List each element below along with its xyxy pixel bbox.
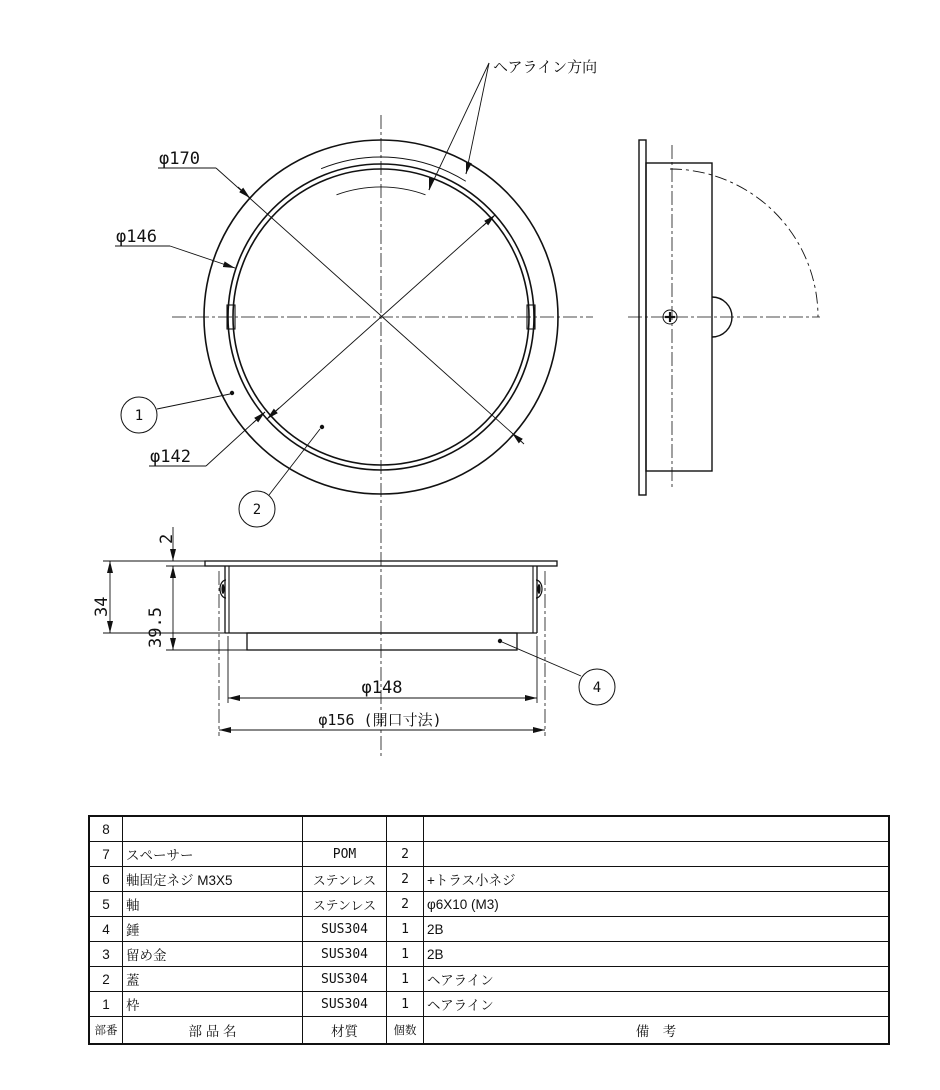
weight-protrusion xyxy=(247,633,517,650)
part-remarks xyxy=(424,816,890,842)
part-name: 留め金 xyxy=(123,942,303,967)
header-part-qty: 個数 xyxy=(387,1017,424,1045)
pivot-pin-left xyxy=(221,584,224,594)
part-material: ステンレス xyxy=(303,892,387,917)
dim-outer-label: φ170 xyxy=(159,149,200,169)
hairline-direction-label: ヘアライン方向 xyxy=(493,59,598,76)
hairline-leader-1 xyxy=(466,63,489,174)
part-no: 3 xyxy=(89,942,123,967)
balloon-frame-dot xyxy=(230,391,234,395)
part-name: 枠 xyxy=(123,992,303,1017)
arrow-outer-se xyxy=(512,433,524,444)
part-material: SUS304 xyxy=(303,967,387,992)
side-view xyxy=(628,140,820,495)
side-flange-plate xyxy=(639,140,646,495)
part-no: 6 xyxy=(89,867,123,892)
part-remarks: ヘアライン xyxy=(424,967,890,992)
table-row xyxy=(89,942,889,967)
part-remarks xyxy=(424,842,890,867)
balloon-weight-dot xyxy=(498,639,502,643)
part-name: 軸 xyxy=(123,892,303,917)
header-part-remarks: 備 考 xyxy=(424,1017,890,1045)
arrow-lid-leader xyxy=(253,412,265,423)
part-qty: 2 xyxy=(387,892,424,917)
table-row xyxy=(89,867,889,892)
table-row xyxy=(89,917,889,942)
balloon-lid-leader xyxy=(269,429,320,495)
part-remarks: φ6X10 (M3) xyxy=(424,892,890,917)
table-row xyxy=(89,992,889,1017)
part-no: 4 xyxy=(89,917,123,942)
part-no: 1 xyxy=(89,992,123,1017)
part-remarks: 2B xyxy=(424,917,890,942)
part-qty: 1 xyxy=(387,992,424,1017)
part-remarks: 2B xyxy=(424,942,890,967)
pivot-pin-right xyxy=(537,584,540,594)
parts-table xyxy=(88,815,890,1045)
dim-opening-label: φ146 xyxy=(116,227,157,247)
table-row xyxy=(89,842,889,867)
balloon-weight-leader xyxy=(502,642,581,676)
balloon-weight-number: 4 xyxy=(592,680,602,696)
header-part-no: 部番 xyxy=(89,1017,123,1045)
part-name: 軸固定ネジ M3X5 xyxy=(123,867,303,892)
balloon-lid-dot xyxy=(320,425,324,429)
dim-lid-label: φ142 xyxy=(150,447,191,467)
part-qty: 1 xyxy=(387,942,424,967)
part-remarks: +トラス小ネジ xyxy=(424,867,890,892)
section-view xyxy=(92,527,615,736)
table-header-row xyxy=(89,1017,889,1045)
header-part-name: 部 品 名 xyxy=(123,1017,303,1045)
lid-swing-arc xyxy=(670,169,818,317)
part-name xyxy=(123,816,303,842)
balloon-frame-number: 1 xyxy=(134,408,144,424)
part-qty xyxy=(387,816,424,842)
part-material: ステンレス xyxy=(303,867,387,892)
part-material: SUS304 xyxy=(303,917,387,942)
arrow-opening-leader xyxy=(223,264,235,268)
part-material: SUS304 xyxy=(303,942,387,967)
front-view xyxy=(115,59,597,757)
part-material: SUS304 xyxy=(303,992,387,1017)
part-material: POM xyxy=(303,842,387,867)
header-part-material: 材質 xyxy=(303,1017,387,1045)
dim-line-outer-diameter xyxy=(216,168,512,433)
part-no: 2 xyxy=(89,967,123,992)
part-qty: 2 xyxy=(387,867,424,892)
dim-depth-total-label: 39.5 xyxy=(146,607,166,648)
part-name: 錘 xyxy=(123,917,303,942)
part-remarks: ヘアライン xyxy=(424,992,890,1017)
balloon-frame-leader xyxy=(157,394,230,409)
part-qty: 1 xyxy=(387,917,424,942)
part-name: スペーサー xyxy=(123,842,303,867)
part-no: 5 xyxy=(89,892,123,917)
arrow-hairline-1 xyxy=(466,162,469,174)
part-qty: 1 xyxy=(387,967,424,992)
dim-depth-frame-label: 34 xyxy=(92,596,112,617)
table-row xyxy=(89,892,889,917)
part-material xyxy=(303,816,387,842)
balloon-lid-number: 2 xyxy=(252,502,262,518)
table-row xyxy=(89,967,889,992)
dim-thickness-label: 2 xyxy=(157,533,177,544)
part-name: 蓋 xyxy=(123,967,303,992)
arrow-outer-nw xyxy=(238,187,250,198)
table-row xyxy=(89,816,889,842)
dim-cutout-label: φ156 (開口寸法) xyxy=(318,711,442,729)
dim-body-label: φ148 xyxy=(361,678,403,698)
part-no: 8 xyxy=(89,816,123,842)
part-no: 7 xyxy=(89,842,123,867)
part-qty: 2 xyxy=(387,842,424,867)
